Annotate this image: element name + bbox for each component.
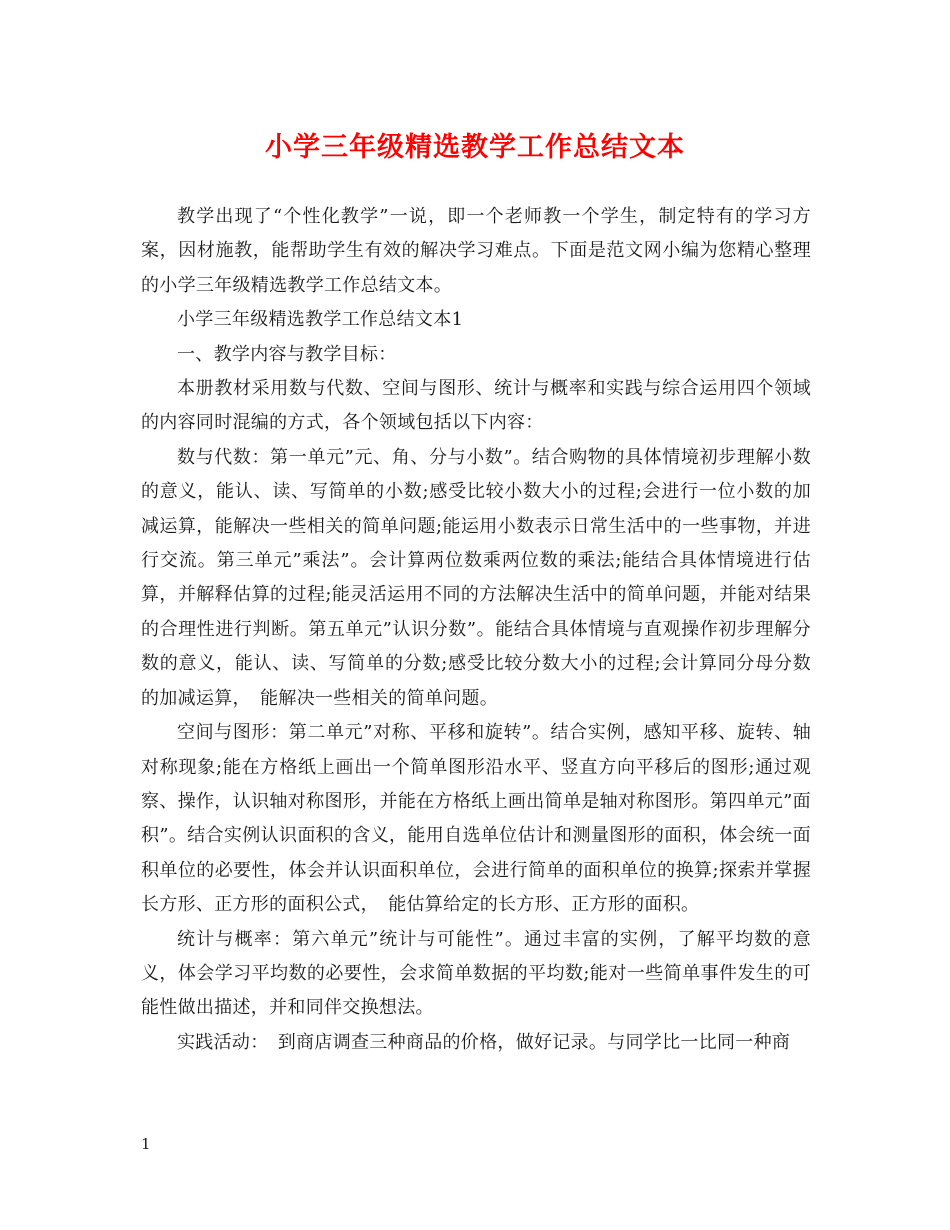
paragraph-intro: 教学出现了“个性化教学”一说，即一个老师教一个学生，制定特有的学习方案，因材施教，能帮助学生有效的解决学习难点。下面是范文网小编为您精心整理的小学三年级精选教学工作总结文本。 [141,206,811,296]
paragraph-space-shapes: 空间与图形：第二单元”对称、平移和旋转”。结合实例，感知平移、旋转、轴对称现象;能在方格纸上画出一个简单图形沿水平、竖直方向平移后的图形;通过观察、操作，认识轴对称图形，并能在方格纸上画出简单是轴对称图形。第四单元”面积”。结合实例认识面积的含义，能用自选单位估计和测量图形的面积，体会统一面积单位的必要性，体会并认识面积单位，会进行简单的面积单位的换算;探索并掌握长方形、正方形的面积公式， 能估算给定的长方形、正方形的面积。 [141,722,811,916]
page-number: 1 [141,1135,151,1153]
paragraph-section-heading: 小学三年级精选教学工作总结文本1 [177,309,464,331]
document-body [141,200,811,1060]
paragraph-statistics-probability: 统计与概率：第六单元”统计与可能性”。通过丰富的实例，了解平均数的意义，体会学习平均数的必要性，会求简单数据的平均数;能对一些简单事件发生的可能性做出描述，并和同伴交换想法。 [141,928,811,1019]
document-title: 小学三年级精选教学工作总结文本 [265,132,685,163]
paragraph-numbers-algebra: 数与代数：第一单元”元、角、分与小数”。结合购物的具体情境初步理解小数的意义，能认、读、写简单的小数;感受比较小数大小的过程;会进行一位小数的加减运算，能解决一些相关的简单问题;能运用小数表示日常生活中的一些事物，并进行交流。第三单元”乘法”。会计算两位数乘两位数的乘法;能结合具体情境进行估算，并解释估算的过程;能灵活运用不同的方法解决生活中的简单问题，并能对结果的合理性进行判断。第五单元”认识分数”。能结合具体情境与直观操作初步理解分数的意义，能认、读、写简单的分数;感受比较分数大小的过程;会计算同分母分数的加减运算， 能解决一些相关的简单问题。 [141,446,811,709]
paragraph-practice-activities: 实践活动： 到商店调查三种商品的价格，做好记录。与同学比一比同一种商 [177,1031,791,1053]
paragraph-subheading-content-goals: 一、教学内容与教学目标： [177,343,397,365]
paragraph-textbook-overview: 本册教材采用数与代数、空间与图形、统计与概率和实践与综合运用四个领域的内容同时混编的方式，各个领域包括以下内容： [141,378,811,434]
